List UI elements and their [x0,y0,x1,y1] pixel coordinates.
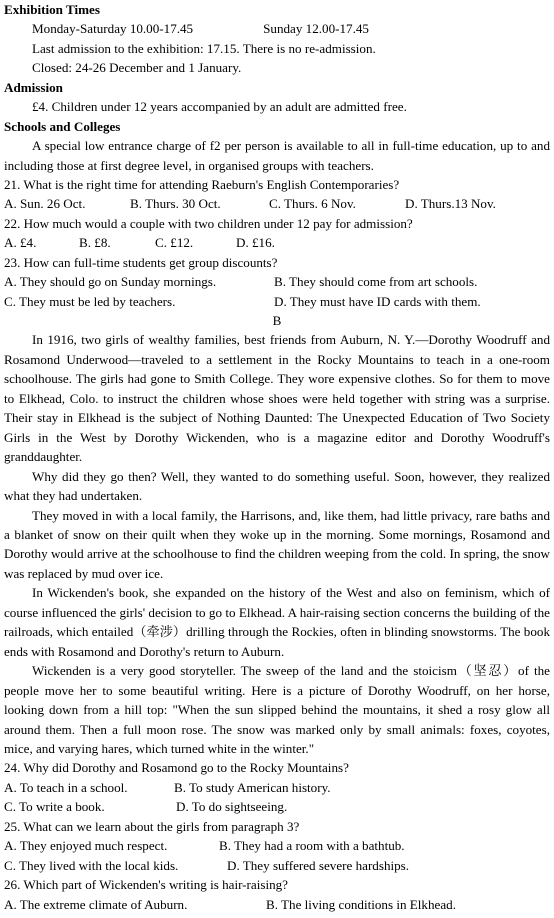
q24-option-b: B. To study American history. [174,779,331,795]
opening-hours-line [4,19,550,38]
q25-option-c: C. They lived with the local kids. [4,857,179,873]
schools-heading: Schools and Colleges [4,118,121,134]
passage-paragraph-4: In Wickenden's book, she expanded on the history of the West and also on feminism, which of course influenced the girls' decision to go to Elkhead. A hair-raising section concerns the building of the railroads, which entailed（牵涉）drilling through the Rockies, often in blinding snowstorms. The book ends with Rosamond and Dorothy's return to Auburn. [4,585,550,659]
q22-option-d: D. £16. [236,235,275,251]
part-b-label: B [272,313,282,329]
sunday-hours: Sunday 12.00-17.45 [263,21,369,37]
q22-option-c: C. £12. [155,235,194,251]
question-25-options-row2 [4,856,550,875]
question-21-stem: 21. What is the right time for attending Raeburn's English Contemporaries? [4,176,400,192]
question-24-options-row2 [4,797,550,816]
passage-paragraph-1: In 1916, two girls of wealthy families, best friends from Auburn, N. Y.—Dorothy Woodruff and Rosamond Underwood—traveled to a settlement in the Rocky Mountains to teach in a one-room schoolhouse. The girls had gone to Smith College. They wore expensive clothes. So for them to move to Elkhead, Colo. to instruct the children whose shoes were held together with string was a surprise. Their stay in Elkhead is the subject of Nothing Daunted: The Unexpected Education of Two Society Girls in the West by Dorothy Wickenden, who is a magazine editor and Dorothy Woodruff's granddaughter. [4,332,550,465]
q22-option-b: B. £8. [79,235,111,251]
q23-option-b: B. They should come from art schools. [274,274,478,290]
schools-text: A special low entrance charge of f2 per person is available to all in full-time education, up to and including those at first degree level, in organised groups with teachers. [4,138,550,173]
q21-option-b: B. Thurs. 30 Oct. [130,196,221,212]
q25-option-d: D. They suffered severe hardships. [227,857,410,873]
exhibition-times-heading: Exhibition Times [4,2,100,17]
question-25-stem: 25. What can we learn about the girls from paragraph 3? [4,818,300,834]
passage-paragraph-2: Why did they go then? Well, they wanted to do something useful. Soon, however, they realized what they had undertaken. [4,468,550,504]
q25-option-a: A. They enjoyed much respect. [4,838,168,854]
q25-option-b: B. They had a room with a bathtub. [219,838,405,854]
q24-option-d: D. To do sightseeing. [176,799,288,815]
last-admission-text: Last admission to the exhibition: 17.15. There is no re-admission. [32,40,376,56]
q22-option-a: A. £4. [4,235,37,251]
question-23-stem: 23. How can full-time students get group discounts? [4,254,278,270]
question-21-options [4,194,550,213]
question-23-options-row1 [4,272,550,291]
q26-option-b: B. The living conditions in Elkhead. [266,896,456,912]
q21-option-d: D. Thurs.13 Nov. [405,196,496,212]
question-25-options-row1 [4,836,550,855]
q21-option-c: C. Thurs. 6 Nov. [269,196,356,212]
q24-option-a: A. To teach in a school. [4,779,128,795]
q26-option-a: A. The extreme climate of Auburn. [4,896,188,912]
q23-option-a: A. They should go on Sunday mornings. [4,274,217,290]
question-26-stem: 26. Which part of Wickenden's writing is hair-raising? [4,877,288,893]
passage-paragraph-3: They moved in with a local family, the Harrisons, and, like them, had little privacy, rare baths and a blanket of snow on their quilt when they woke up in the morning. Some mornings, Rosamond and Dorothy would arrive at the schoolhouse to find the children weeping from the cold. In spring, the snow was replaced by mud over ice. [4,507,550,581]
q23-option-c: C. They must be led by teachers. [4,293,176,309]
question-24-options-row1 [4,778,550,797]
q23-option-d: D. They must have ID cards with them. [274,293,481,309]
q21-option-a: A. Sun. 26 Oct. [4,196,86,212]
admission-text: £4. Children under 12 years accompanied by an adult are admitted free. [32,99,407,115]
closed-dates-text: Closed: 24-26 December and 1 January. [32,60,242,76]
q24-option-c: C. To write a book. [4,799,105,815]
question-24-stem: 24. Why did Dorothy and Rosamond go to the Rocky Mountains? [4,760,349,776]
question-22-options [4,233,550,252]
question-22-stem: 22. How much would a couple with two children under 12 pay for admission? [4,215,413,231]
question-26-options-row1 [4,895,550,914]
question-23-options-row2 [4,292,550,311]
passage-paragraph-5: Wickenden is a very good storyteller. The sweep of the land and the stoicism（坚忍）of the people move her to some beautiful writing. Here is a picture of Dorothy Woodruff, on her horse, looking down from a hill top: "When the sun slipped behind the mountains, it shed a rosy glow all around them. Then a full moon rose. The snow was marked only by small animals: foxes, coyotes, mice, and varying hares, which turned white in the winter." [4,663,550,756]
weekday-hours: Monday-Saturday 10.00-17.45 [32,21,194,37]
admission-heading: Admission [4,79,63,95]
